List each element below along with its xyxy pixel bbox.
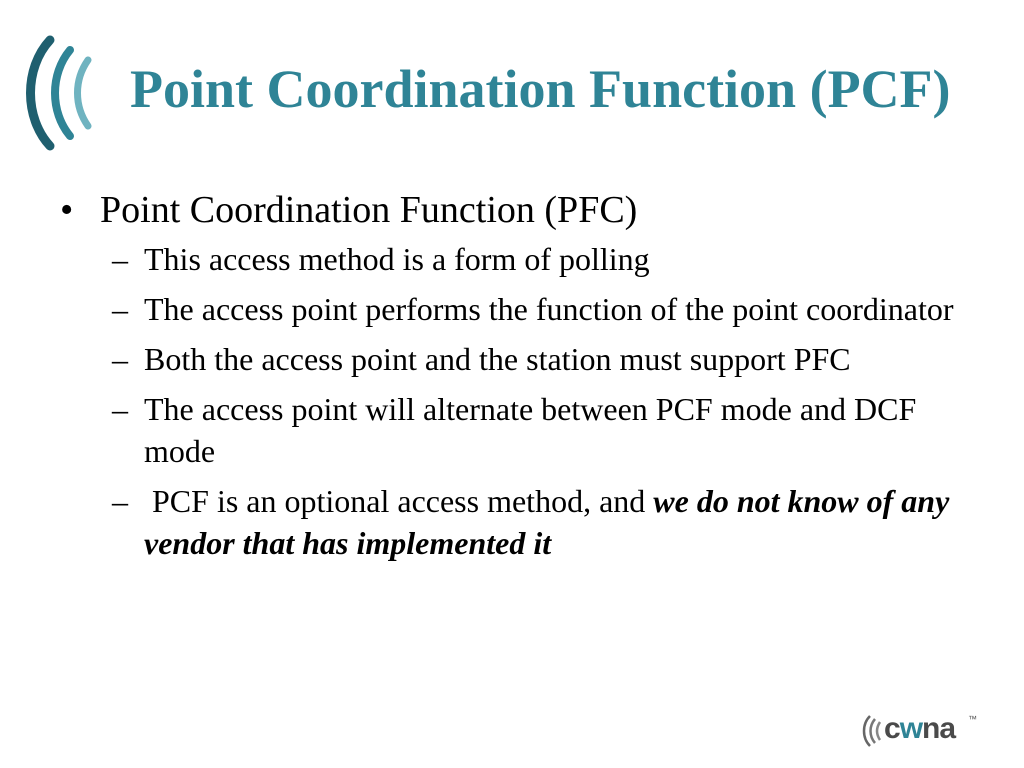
sub-bullet	[112, 238, 980, 280]
sub-bullet-text: The access point will alternate between PCF mode and DCF mode	[144, 391, 917, 469]
dash-marker: –	[112, 241, 128, 277]
sub-bullet-list	[112, 238, 980, 564]
slide-content	[60, 188, 980, 572]
cwna-logo-text	[884, 712, 955, 746]
sub-bullet	[112, 338, 980, 380]
bullet-marker: •	[60, 189, 74, 231]
logo-w: w	[899, 712, 923, 745]
trademark-symbol: ™	[968, 714, 977, 724]
sub-bullet-text: Both the access point and the station must support PFC	[144, 341, 851, 377]
signal-arcs-icon	[860, 710, 884, 752]
emphasis-text: we do not know of any vendor that has implemented it	[144, 483, 950, 561]
main-bullet	[60, 188, 980, 232]
sub-bullet-text	[144, 480, 980, 564]
sub-bullet	[112, 288, 980, 330]
logo-na: na	[922, 712, 956, 745]
plain-text: PCF is an optional access method, and	[144, 483, 654, 519]
dash-marker: –	[112, 291, 128, 327]
sub-bullet-text: This access method is a form of polling	[144, 241, 650, 277]
main-bullet-text: Point Coordination Function (PFC)	[100, 189, 638, 231]
dash-marker: –	[112, 341, 128, 377]
sub-bullet	[112, 480, 980, 564]
sub-bullet-text: The access point performs the function of the point coordinator	[144, 291, 954, 327]
sub-bullet	[112, 388, 980, 472]
logo-c: c	[884, 712, 900, 745]
cwna-logo	[860, 710, 985, 752]
signal-arcs-icon	[12, 28, 112, 158]
dash-marker: –	[112, 483, 128, 519]
slide-title: Point Coordination Function (PCF)	[130, 59, 951, 119]
dash-marker: –	[112, 391, 128, 427]
